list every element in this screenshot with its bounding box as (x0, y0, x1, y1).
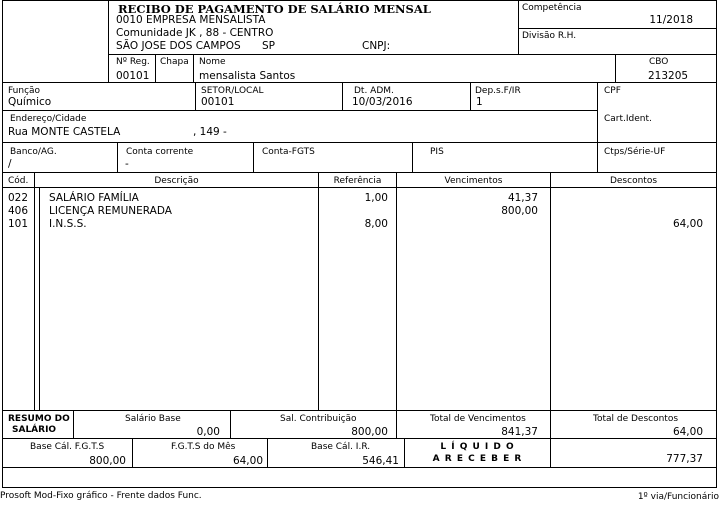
endereco-label: Endereço/Cidade (10, 114, 87, 124)
cbo-label: CBO (649, 57, 669, 67)
liquido-label-line2: A R E C E B E R (432, 454, 523, 464)
banco-label: Banco/AG. (10, 147, 57, 157)
salario-base-label: Salário Base (125, 414, 181, 424)
conta-value: - (125, 158, 129, 170)
funcao-label: Função (8, 86, 41, 96)
total-descontos-label: Total de Descontos (593, 414, 679, 424)
company-name: 0010 EMPRESA MENSALISTA (116, 14, 266, 26)
row-descricao: SALÁRIO FAMÍLIA (49, 192, 139, 204)
footer-left: Prosoft Mod-Fixo gráfico - Frente dados Func. (0, 491, 202, 501)
dtadm-value: 10/03/2016 (352, 96, 413, 108)
col-header-descricao: Descrição (154, 176, 199, 186)
salario-base-value: 0,00 (196, 426, 220, 438)
cbo-value: 213205 (648, 70, 689, 82)
cpf-label: CPF (604, 86, 621, 96)
document-title: RECIBO DE PAGAMENTO DE SALÁRIO MENSAL (118, 2, 431, 16)
nreg-label: Nº Reg. (116, 57, 150, 67)
dep-value: 1 (476, 96, 483, 108)
conta-label: Conta corrente (126, 147, 194, 157)
base-fgts-value: 800,00 (89, 455, 126, 467)
setor-value: 00101 (201, 96, 235, 108)
conta-fgts-label: Conta-FGTS (262, 147, 315, 157)
row-descricao: LICENÇA REMUNERADA (49, 205, 172, 217)
row-cod: 406 (8, 205, 29, 217)
banco-value: / (8, 158, 12, 170)
cart-ident-label: Cart.Ident. (604, 114, 652, 124)
row-cod: 022 (8, 192, 29, 204)
liquido-label-line1: L Í Q U I D O (440, 442, 515, 452)
row-descricao: I.N.S.S. (49, 218, 87, 230)
setor-label: SETOR/LOCAL (201, 86, 264, 96)
resumo-label-line2: SALÁRIO (12, 425, 57, 435)
nome-value: mensalista Santos (199, 70, 296, 82)
row-referencia: 8,00 (364, 218, 388, 230)
fgts-mes-value: 64,00 (232, 455, 263, 467)
dep-label: Dep.s.F/IR (475, 86, 521, 96)
col-header-cod: Cód. (8, 176, 29, 186)
funcao-value: Químico (8, 96, 52, 108)
company-city: SÃO JOSE DOS CAMPOS (116, 40, 241, 52)
endereco-number: , 149 - (193, 126, 227, 138)
footer-right: 1º via/Funcionário (637, 492, 719, 502)
base-fgts-label: Base Cál. F.G.T.S (30, 442, 105, 452)
total-descontos-value: 64,00 (672, 426, 703, 438)
col-header-referencia: Referência (333, 176, 382, 186)
fgts-mes-label: F.G.T.S do Mês (171, 442, 236, 452)
row-vencimentos: 800,00 (501, 205, 538, 217)
competencia-value: 11/2018 (649, 14, 693, 26)
cnpj-label: CNPJ: (362, 40, 391, 52)
chapa-label: Chapa (160, 57, 189, 67)
company-state: SP (262, 40, 275, 52)
total-vencimentos-label: Total de Vencimentos (430, 414, 526, 424)
ctps-label: Ctps/Série-UF (604, 147, 666, 157)
base-ir-label: Base Cál. I.R. (311, 442, 371, 452)
sal-contribuicao-value: 800,00 (351, 426, 388, 438)
row-referencia: 1,00 (364, 192, 388, 204)
company-address: Comunidade JK , 88 - CENTRO (116, 27, 274, 39)
total-vencimentos-value: 841,37 (501, 426, 538, 438)
nreg-value: 00101 (116, 70, 150, 82)
divisao-label: Divisão R.H. (522, 31, 577, 41)
endereco-street: Rua MONTE CASTELA (8, 126, 121, 138)
row-vencimentos: 41,37 (507, 192, 538, 204)
dtadm-label: Dt. ADM. (354, 86, 394, 96)
base-ir-value: 546,41 (362, 455, 399, 467)
col-header-vencimentos: Vencimentos (444, 176, 503, 186)
row-cod: 101 (8, 218, 29, 230)
row-descontos: 64,00 (672, 218, 703, 230)
col-header-descontos: Descontos (609, 176, 658, 186)
resumo-label-line1: RESUMO DO (8, 414, 70, 424)
nome-label: Nome (199, 57, 226, 67)
pis-label: PIS (430, 147, 444, 157)
sal-contribuicao-label: Sal. Contribuição (280, 414, 357, 424)
competencia-label: Competência (522, 3, 582, 13)
liquido-value: 777,37 (666, 453, 703, 465)
